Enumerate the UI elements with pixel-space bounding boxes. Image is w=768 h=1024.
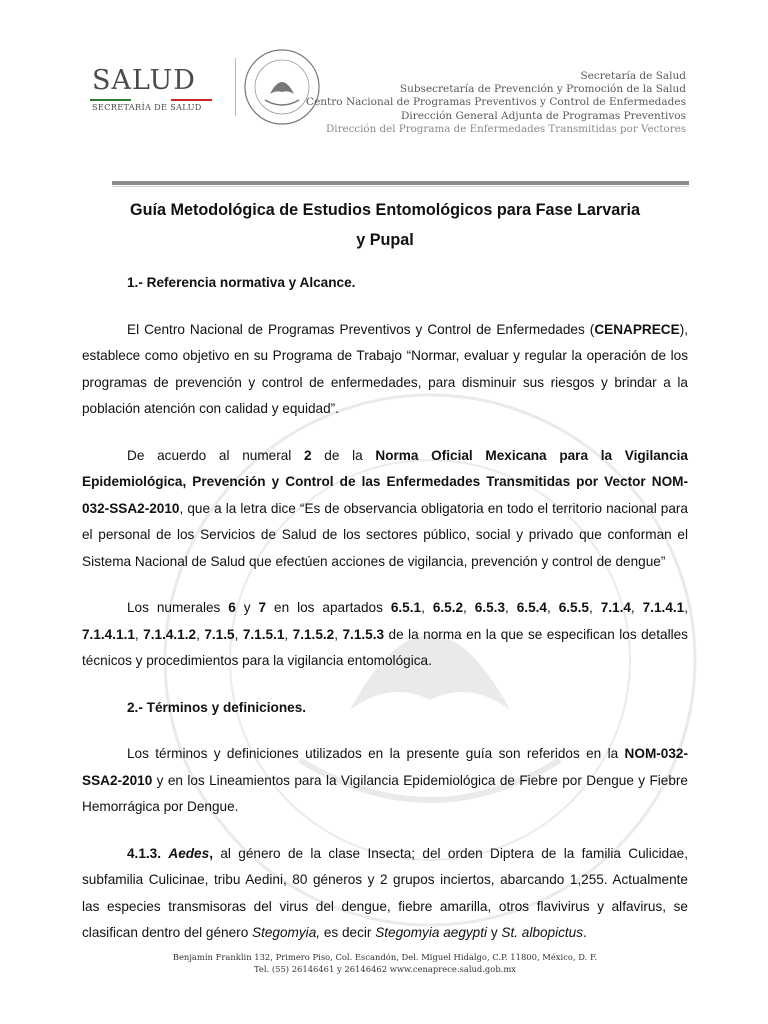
title-rule-thin xyxy=(112,186,689,187)
department-line: Centro Nacional de Programas Preventivos y Control de Enfermedades xyxy=(306,96,686,109)
salud-logo xyxy=(90,66,215,112)
numeral: 7.1.4.1.1 xyxy=(82,626,135,642)
footer-address xyxy=(82,951,688,975)
department-line: Dirección del Programa de Enfermedades Transmitidas por Vectores xyxy=(326,122,686,135)
numeral-list: 6.5.1, 6.5.2, 6.5.3, 6.5.4, 6.5.5, 7.1.4, 7.1.4.1, 7.1.4.1.1, 7.1.4.1.2, 7.1.5, 7.1.5.1, 7.1.5.2, 7.1.5.3 xyxy=(82,600,689,642)
numeral: 7.1.5.1 xyxy=(242,626,285,642)
numeral: 7.1.4.1.2 xyxy=(143,626,197,642)
paragraph: Los términos y definiciones utilizados en la presente guía son referidos en la NOM-032-SSA2-2010 y en los Lineamientos para la Vigilancia Epidemiológica de Fiebre por Dengue y Fiebre Hemorrágica por Dengue. xyxy=(82,746,688,814)
numeral: 7.1.5 xyxy=(204,626,235,642)
section-heading: 1.- Referencia normativa y Alcance. xyxy=(127,275,356,290)
document-body xyxy=(82,270,688,947)
paragraph: El Centro Nacional de Programas Preventivos y Control de Enfermedades (CENAPRECE), establece como objetivo en su Programa de Trabajo “Normar, evaluar y regular la operación de los programas de prevención y control de enfermedades, para disminuir sus riesgos y brindar a la población atención con calidad y equidad”. xyxy=(82,321,688,416)
numeral: 7.1.4 xyxy=(600,600,631,615)
letterhead xyxy=(0,0,768,150)
section-heading: 2.- Términos y definiciones. xyxy=(127,699,307,715)
numeral: 6.5.5 xyxy=(558,600,589,615)
numeral: 7.1.4.1 xyxy=(642,600,685,615)
header-divider xyxy=(235,58,236,116)
department-line: Secretaría de Salud xyxy=(580,70,686,82)
title-rule xyxy=(112,181,689,185)
salud-logo-word: SALUD xyxy=(92,65,196,96)
numeral: 7.1.5.3 xyxy=(342,626,385,642)
salud-logo-color-bar xyxy=(90,99,212,101)
department-line: Subsecretaría de Prevención y Promoción de la Salud xyxy=(399,83,686,96)
document-title xyxy=(82,195,688,255)
title-line: y Pupal xyxy=(356,231,414,249)
salud-logo-subtitle: SECRETARÍA DE SALUD xyxy=(92,102,202,112)
numeral: 6.5.1 xyxy=(390,600,422,615)
paragraph: Los numerales 6 y 7 en los apartados 6.5.1, 6.5.2, 6.5.3, 6.5.4, 6.5.5, 7.1.4, 7.1.4.1, 7.1.4.1.1, 7.1.4.1.2, 7.1.5, 7.1.5.1, 7.1.5.2, 7.1.5.3 de la norma en la que se especifican los detalles técnicos y procedimientos para la vigilancia entomológica. xyxy=(82,600,689,668)
numeral: 7.1.5.2 xyxy=(292,626,335,642)
footer-line: Tel. (55) 26146461 y 26146462 www.cenaprece.salud.gob.mx xyxy=(253,964,517,974)
numeral: 6.5.4 xyxy=(516,600,547,615)
footer-line: Benjamín Franklin 132, Primero Piso, Col. Escandón, Del. Miguel Hidalgo, C.P. 11800, México, D. F. xyxy=(172,952,598,962)
paragraph: De acuerdo al numeral 2 de la Norma Oficial Mexicana para la Vigilancia Epidemiológica, Prevención y Control de las Enfermedades Transmitidas por Vector NOM-032-SSA2-2010, que a la letra dice “Es de observancia obligatoria en todo el territorio nacional para el personal de los Servicios de Salud de los sectores público, social y privado que conforman el Sistema Nacional de Salud que efectúen acciones de vigilancia, prevención y control de dengue” xyxy=(82,447,688,569)
department-block xyxy=(306,70,686,136)
numeral: 6.5.2 xyxy=(432,600,464,615)
paragraph: 4.1.3. Aedes, al género de la clase Insecta; del orden Diptera de la familia Culicidae, subfamilia Culicinae, tribu Aedini, 80 géneros y 2 grupos inciertos, abarcando 1,255. Actualmente las especies transmisoras del virus del dengue, fiebre amarilla, otros flavivirus y alfavirus, se clasifican dentro del género Stegomyia, es decir Stegomyia aegypti y St. albopictus. xyxy=(82,845,688,940)
department-line: Dirección General Adjunta de Programas Preventivos xyxy=(400,109,686,122)
title-line: Guía Metodológica de Estudios Entomológicos para Fase Larvaria xyxy=(129,201,641,219)
numeral: 6.5.3 xyxy=(474,600,506,615)
